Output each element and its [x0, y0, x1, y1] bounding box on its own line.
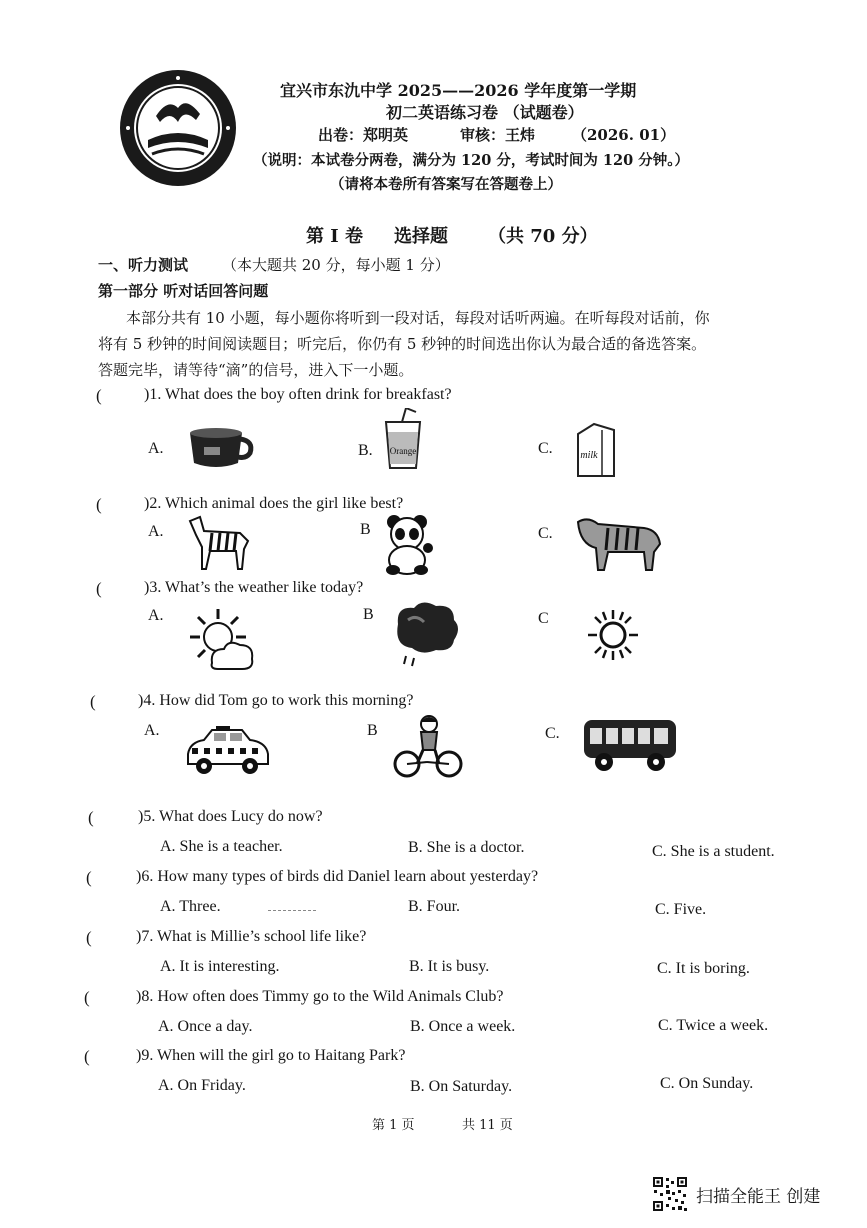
option-b-label: B	[360, 521, 371, 538]
option-b-label: B	[367, 722, 378, 739]
part-title: 第一部分 听对话回答问题	[98, 282, 269, 300]
orange-juice-icon	[380, 408, 428, 474]
panda-icon	[384, 514, 434, 580]
school-emblem-logo	[118, 68, 238, 188]
milk-carton-label: milk	[580, 450, 598, 461]
milk-carton-icon	[574, 422, 618, 482]
option-b: B. It is busy.	[409, 958, 490, 975]
exam-date: （2026. 01）	[572, 126, 676, 144]
volume-score: （共 70 分）	[488, 226, 598, 247]
qr-code-icon	[652, 1176, 688, 1212]
option-a-label: A.	[148, 607, 164, 624]
option-b: B. On Saturday.	[410, 1078, 513, 1095]
option-c: C. On Sunday.	[660, 1075, 754, 1092]
option-a: A. It is interesting.	[160, 958, 280, 975]
answer-paren[interactable]: (	[90, 692, 96, 711]
volume-title: 第 I 卷	[306, 226, 363, 247]
partly-cloudy-icon	[188, 607, 256, 677]
option-b: B. Four.	[408, 898, 461, 915]
intro-line-2: 将有 5 秒钟的时间阅读题目；听完后，你仍有 5 秒钟的时间选出你认为最合适的备选答案。	[98, 335, 707, 353]
option-c: C. It is boring.	[657, 960, 750, 977]
sun-icon	[586, 608, 640, 666]
option-c-label: C.	[538, 440, 553, 457]
question-3: )3. What’s the weather like today?	[144, 579, 364, 596]
section-desc: （本大题共 20 分，每小题 1 分）	[222, 256, 450, 274]
question-6: )6. How many types of birds did Daniel learn about yesterday?	[136, 868, 539, 885]
answer-paren[interactable]: (	[96, 386, 102, 405]
zebra-icon	[186, 515, 256, 575]
option-c: C. Five.	[655, 901, 707, 918]
option-c-label: C.	[545, 725, 560, 742]
question-5: )5. What does Lucy do now?	[138, 808, 323, 825]
option-a-label: A.	[148, 523, 164, 540]
bus-icon	[582, 716, 678, 778]
question-4: )4. How did Tom go to work this morning?	[138, 692, 414, 709]
exam-title-line1: 宜兴市东氿中学 2025——2026 学年度第一学期	[280, 81, 637, 100]
option-a-label: A.	[144, 722, 160, 739]
exam-title-line2: 初二英语练习卷 （试题卷）	[386, 103, 584, 122]
scanner-watermark: 扫描全能王 创建	[696, 1187, 821, 1207]
answer-paren[interactable]: (	[86, 928, 92, 947]
answer-paren[interactable]: (	[84, 1047, 90, 1066]
option-c-label: C	[538, 610, 549, 627]
answer-paren[interactable]: (	[86, 868, 92, 887]
bicycle-icon	[393, 714, 463, 782]
option-a: A. Three.	[160, 898, 221, 915]
coffee-cup-icon	[186, 425, 256, 477]
option-a: A. She is a teacher.	[160, 838, 283, 855]
exam-instruction: （请将本卷所有答案写在答题卷上）	[330, 176, 562, 193]
question-7: )7. What is Millie’s school life like?	[136, 928, 367, 945]
option-a: A. On Friday.	[158, 1077, 246, 1094]
answer-paren[interactable]: (	[96, 579, 102, 598]
exam-note: （说明：本试卷分两卷，满分为 120 分，考试时间为 120 分钟。）	[253, 152, 689, 169]
reviewer-label: 审核：王炜	[460, 126, 536, 144]
author-label: 出卷：郑明英	[318, 126, 409, 144]
question-2: )2. Which animal does the girl like best?	[144, 495, 404, 512]
option-b-label: B.	[358, 442, 373, 459]
answer-paren[interactable]: (	[84, 988, 90, 1007]
option-a: A. Once a day.	[158, 1018, 253, 1035]
rainy-cloud-icon	[392, 600, 464, 674]
intro-line-1: 本部分共有 10 小题，每小题你将听到一段对话，每段对话听两遍。在听每段对话前，你	[126, 309, 710, 327]
answer-paren[interactable]: (	[96, 495, 102, 514]
answer-paren[interactable]: (	[88, 808, 94, 827]
option-b: B. Once a week.	[410, 1018, 516, 1035]
question-1: )1. What does the boy often drink for breakfast?	[144, 386, 452, 403]
question-8: )8. How often does Timmy go to the Wild Animals Club?	[136, 988, 504, 1005]
question-9: )9. When will the girl go to Haitang Park?	[136, 1047, 406, 1064]
volume-type: 选择题	[394, 226, 448, 247]
option-c: C. Twice a week.	[658, 1017, 769, 1034]
option-c: C. She is a student.	[652, 843, 775, 860]
option-c-label: C.	[538, 525, 553, 542]
option-a-label: A.	[148, 440, 164, 457]
taxi-icon	[184, 724, 270, 780]
page-number: 第 1 页	[372, 1118, 415, 1133]
option-b: B. She is a doctor.	[408, 839, 525, 856]
tiger-icon	[574, 514, 664, 576]
stray-mark	[268, 910, 316, 911]
intro-line-3: 答题完毕，请等待“滴”的信号，进入下一小题。	[98, 361, 414, 379]
orange-juice-label: Orange	[389, 446, 417, 456]
section-title: 一、听力测试	[98, 256, 189, 274]
option-b-label: B	[363, 606, 374, 623]
page-total: 共 11 页	[462, 1118, 513, 1133]
